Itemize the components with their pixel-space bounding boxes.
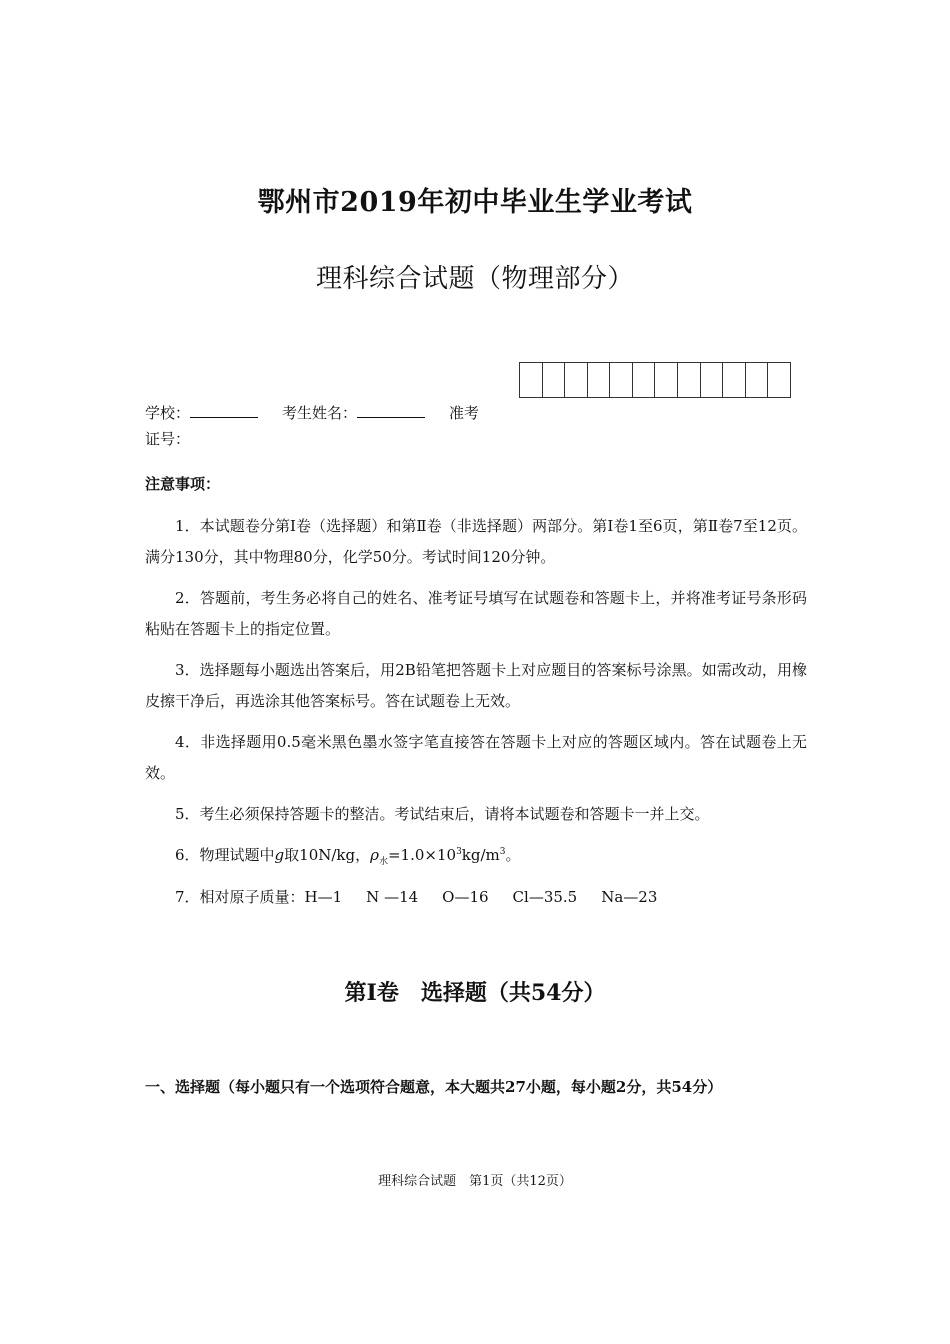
part-title: 一、选择题（每小题只有一个选项符合题意，本大题共27小题，每小题2分，共54分） (145, 1078, 723, 1096)
school-label: 学校： (145, 404, 191, 422)
school-blank[interactable] (190, 403, 258, 418)
exam-subtitle: 理科综合试题（物理部分） (315, 264, 634, 294)
exam-id-cell[interactable] (520, 363, 543, 397)
section-title: 第Ⅰ卷 选择题（共54分） (344, 980, 606, 1006)
name-label: 考生姓名： (282, 404, 358, 422)
notice-item-4: 4．非选择题用0.5毫米黑色墨水签字笔直接答在答题卡上对应的答题区域内。答在试题卷上无效。 (145, 733, 807, 782)
symbol-g: g (274, 846, 285, 864)
exam-id-cell[interactable] (543, 363, 566, 397)
notice-item-6: 6．物理试题中g取10N/kg，$\rho_水=1.0\times 10^3kg/m^3$。 (175, 846, 521, 867)
notice-item-1: 1．本试题卷分第Ⅰ卷（选择题）和第Ⅱ卷（非选择题）两部分。第Ⅰ卷1至6页，第Ⅱ卷7至12页。满分130分，其中物理80分，化学50分。考试时间120分钟。 (145, 517, 807, 566)
atom-mass: O—16 (442, 888, 489, 906)
atom-mass: Cl—35.5 (512, 888, 578, 906)
exam-id-cell[interactable] (746, 363, 769, 397)
exam-title: 鄂州市2019年初中毕业生学业考试 (257, 187, 693, 218)
symbol-rho: ρ (370, 846, 379, 864)
notice-item-7: 7．相对原子质量：H—1 N —14 O—16 Cl—35.5 Na—23 (175, 888, 658, 906)
exam-id-label-cont: 证号： (145, 430, 191, 448)
exam-id-cell[interactable] (701, 363, 724, 397)
notice-item-2: 2．答题前，考生务必将自己的姓名、准考证号填写在试题卷和答题卡上，并将准考证号条形码粘贴在答题卡上的指定位置。 (145, 589, 807, 638)
atom-mass: H—1 (304, 888, 343, 906)
exam-id-cell[interactable] (723, 363, 746, 397)
notice-heading: 注意事项： (145, 475, 221, 493)
page-footer: 理科综合试题 第1页（共12页） (378, 1174, 572, 1189)
exam-id-cell[interactable] (588, 363, 611, 397)
notice-item-3: 3．选择题每小题选出答案后，用2B铅笔把答题卡上对应题目的答案标号涂黑。如需改动，用橡皮擦干净后，再选涂其他答案标号。答在试题卷上无效。 (145, 661, 807, 710)
exam-id-cell[interactable] (633, 363, 656, 397)
exam-id-boxes[interactable] (519, 362, 791, 398)
student-info-line (145, 402, 479, 423)
atom-mass: Na—23 (601, 888, 658, 906)
exam-id-label: 准考 (449, 404, 480, 422)
notice-item-5: 5．考生必须保持答题卡的整洁。考试结束后，请将本试题卷和答题卡一并上交。 (175, 805, 710, 823)
exam-id-cell[interactable] (768, 363, 790, 397)
exam-id-cell[interactable] (610, 363, 633, 397)
atom-mass: N —14 (366, 888, 419, 906)
exam-id-cell[interactable] (678, 363, 701, 397)
exam-id-cell[interactable] (655, 363, 678, 397)
name-blank[interactable] (357, 403, 425, 418)
exam-id-cell[interactable] (565, 363, 588, 397)
